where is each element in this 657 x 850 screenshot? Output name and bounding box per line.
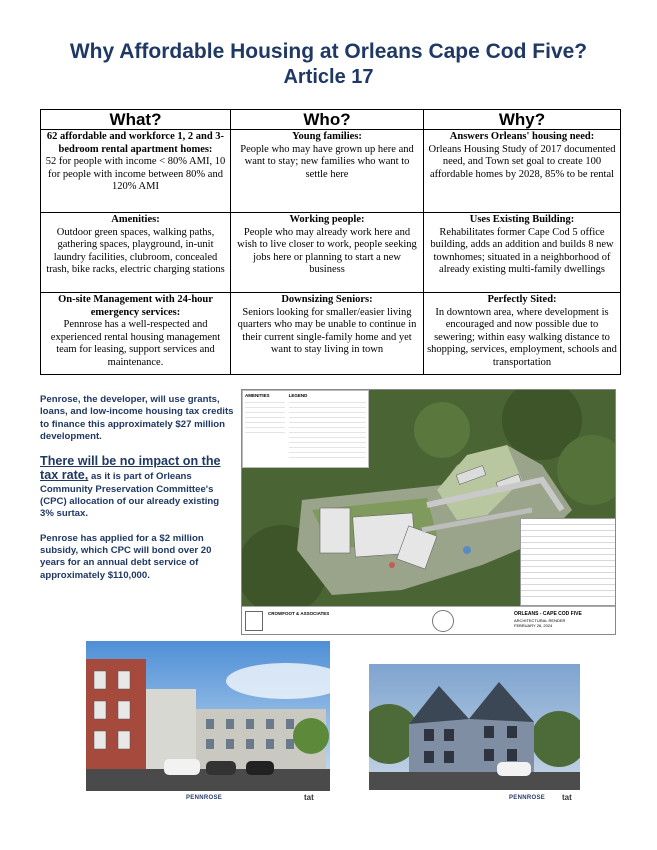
site-plan-schedule-table bbox=[520, 518, 616, 606]
legend-amenities-title: AMENITIES bbox=[245, 393, 270, 398]
tax-rate-paragraph bbox=[40, 455, 235, 520]
header-why: Why? bbox=[424, 110, 621, 130]
apartment-rendering-image bbox=[86, 641, 330, 791]
page-subtitle: Article 17 bbox=[283, 66, 374, 88]
financing-paragraph: Penrose, the developer, will use grants, loans, and low-income housing tax credits to finance this approximately $27 million development. bbox=[40, 394, 234, 442]
cell-heading: Downsizing Seniors: bbox=[281, 294, 373, 305]
tat-logo: tat bbox=[562, 793, 572, 802]
cell-heading: Uses Existing Building: bbox=[469, 214, 575, 225]
cell-body: People who may already work here and wish to live closer to work, people seeking jobs here or planning to start a new business bbox=[237, 226, 417, 276]
cell-body: Rehabilitates former Cape Cod 5 office building, adds an addition and builds 8 new townhomes; situated in a neighborhood of already existing multi-family dwellings bbox=[430, 226, 614, 276]
project-subtitle: ARCHITECTURAL RENDER FEBRUARY 26, 2024 bbox=[514, 618, 566, 628]
financing-text bbox=[40, 394, 235, 594]
header-who: Who? bbox=[231, 110, 424, 130]
cell-body: Pennrose has a well-respected and experienced rental housing management team for leasing, support services and maintenance. bbox=[50, 319, 221, 368]
table-cell bbox=[231, 130, 424, 213]
header-what: What? bbox=[41, 110, 231, 130]
tax-rate-detail: as it is part of Orleans Community Preservation Committee's (CPC) allocation of our already existing 3% surtax. bbox=[40, 471, 220, 520]
table-cell bbox=[424, 130, 621, 213]
legend-title: LEGEND bbox=[288, 393, 308, 398]
cell-heading: Working people: bbox=[289, 214, 365, 225]
table-cell bbox=[424, 293, 621, 375]
project-title: ORLEANS - CAPE COD FIVE bbox=[514, 611, 582, 617]
pennrose-logo: PENNROSE bbox=[186, 795, 223, 801]
table-cell bbox=[41, 293, 231, 375]
table-cell bbox=[231, 293, 424, 375]
table-cell bbox=[231, 213, 424, 293]
pennrose-logo: PENNROSE bbox=[509, 795, 546, 801]
table-cell bbox=[41, 213, 231, 293]
site-plan-title-block bbox=[242, 606, 616, 635]
table-cell bbox=[41, 130, 231, 213]
site-plan-image bbox=[241, 389, 616, 635]
table-header-row bbox=[41, 110, 621, 130]
cell-heading: Answers Orleans' housing need: bbox=[449, 131, 595, 142]
subsidy-paragraph: Penrose has applied for a $2 million subsidy, which CPC will bond over 20 years for an annual debt service of approximately $110,000. bbox=[40, 532, 212, 581]
cell-heading: 62 affordable and workforce 1, 2 and 3-bedroom rental apartment homes: bbox=[46, 131, 225, 155]
page-title: Why Affordable Housing at Orleans Cape Cod Five? bbox=[69, 40, 588, 63]
townhome-rendering-image bbox=[369, 664, 580, 790]
table-row bbox=[41, 293, 621, 375]
cell-heading: Amenities: bbox=[111, 214, 160, 225]
site-plan-legend bbox=[242, 390, 369, 468]
cell-heading: Perfectly Sited: bbox=[487, 294, 557, 305]
cell-body: People who may have grown up here and want to stay; new families who want to settle here bbox=[240, 143, 414, 180]
table-row bbox=[41, 130, 621, 213]
building-rendering-right bbox=[369, 664, 580, 804]
firm-logo-icon bbox=[245, 611, 263, 631]
cell-body: Seniors looking for smaller/easier living quarters who may be unable to continue in their current single-family home and yet want to stay living in town bbox=[237, 306, 417, 356]
north-arrow-icon bbox=[432, 610, 454, 632]
table-cell bbox=[424, 213, 621, 293]
cell-body: 52 for people with income < 80% AMI, 10 for people with income between 80% and 120% AMI bbox=[45, 156, 226, 193]
cell-body: Orleans Housing Study of 2017 documented need, and Town set goal to create 100 affordable homes by 2028, 85% to be rental bbox=[428, 143, 616, 180]
building-rendering-left bbox=[86, 641, 330, 804]
cell-heading: On-site Management with 24-hour emergency services: bbox=[58, 294, 213, 318]
site-plan-drawing bbox=[242, 390, 616, 606]
table-row bbox=[41, 213, 621, 293]
cell-heading: Young families: bbox=[292, 131, 362, 142]
firm-info bbox=[268, 611, 338, 616]
tax-rate-headline: There will be no impact on the tax rate, bbox=[40, 454, 221, 483]
cell-body: In downtown area, where development is encouraged and now possible due to sewering; within easy walking distance to shopping, services, employment, schools and transportation bbox=[427, 306, 617, 368]
what-who-why-table bbox=[40, 109, 621, 375]
tat-logo: tat bbox=[304, 793, 314, 802]
firm-name: CROWFOOT & ASSOCIATES bbox=[268, 611, 330, 616]
cell-body: Outdoor green spaces, walking paths, gathering spaces, playground, in-unit laundry facilities, clubroom, concealed trash, bike racks, electric charging stations bbox=[46, 226, 225, 276]
